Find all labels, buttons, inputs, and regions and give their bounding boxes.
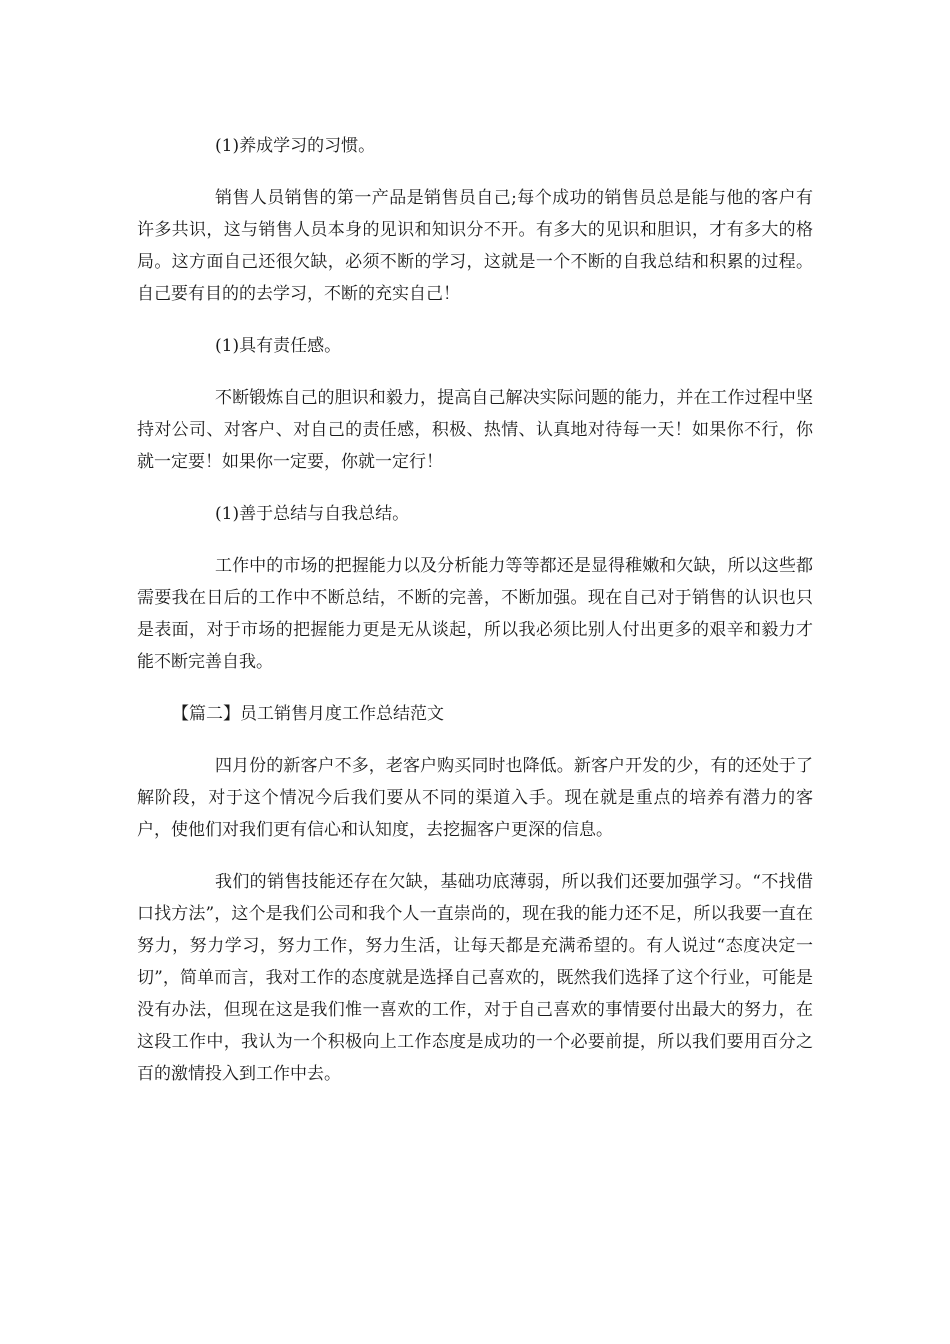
- section-title: 【篇二】员工销售月度工作总结范文: [172, 704, 444, 724]
- list-item-heading-summary: (1)善于总结与自我总结。: [215, 504, 410, 524]
- paragraph-summary: 工作中的市场的把握能力以及分析能力等等都还是显得稚嫩和欠缺，所以这些都需要我在日后的工作中不断总结，不断的完善，不断加强。现在自己对于销售的认识也只是表面，对于市场的把握能力更是无从谈起，所以我必须比别人付出更多的艰辛和毅力才能不断完善自我。: [137, 556, 813, 672]
- paragraph-april-customers: 四月份的新客户不多，老客户购买同时也降低。新客户开发的少，有的还处于了解阶段，对于这个情况今后我们要从不同的渠道入手。现在就是重点的培养有潜力的客户，使他们对我们更有信心和认知度，去挖掘客户更深的信息。: [137, 756, 813, 840]
- paragraph-responsibility: 不断锻炼自己的胆识和毅力，提高自己解决实际问题的能力，并在工作过程中坚持对公司、对客户、对自己的责任感，积极、热情、认真地对待每一天！如果你不行，你就一定要！如果你一定要，你就一定行！: [137, 388, 813, 472]
- paragraph-learning: 销售人员销售的第一产品是销售员自己;每个成功的销售员总是能与他的客户有许多共识，这与销售人员本身的见识和知识分不开。有多大的见识和胆识，才有多大的格局。这方面自己还很欠缺，必须不断的学习，这就是一个不断的自我总结和积累的过程。自己要有目的的去学习，不断的充实自己！: [137, 188, 813, 304]
- paragraph-sales-skills: 我们的销售技能还存在欠缺，基础功底薄弱，所以我们还要加强学习。“不找借口找方法”，这个是我们公司和我个人一直崇尚的，现在我的能力还不足，所以我要一直在努力，努力学习，努力工作，努力生活，让每天都是充满希望的。有人说过“态度决定一切”，简单而言，我对工作的态度就是选择自己喜欢的，既然我们选择了这个行业，可能是没有办法，但现在这是我们惟一喜欢的工作，对于自己喜欢的事情要付出最大的努力，在这段工作中，我认为一个积极向上工作态度是成功的一个必要前提，所以我们要用百分之百的激情投入到工作中去。: [137, 872, 813, 1084]
- list-item-heading-responsibility: (1)具有责任感。: [215, 336, 342, 356]
- document-page: [137, 130, 813, 1090]
- list-item-heading-learning: (1)养成学习的习惯。: [215, 136, 376, 156]
